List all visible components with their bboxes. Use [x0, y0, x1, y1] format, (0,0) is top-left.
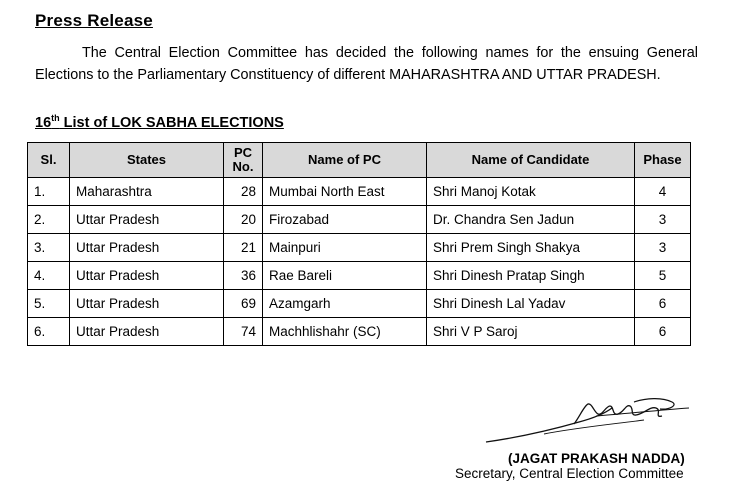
cell-candidate: Shri Prem Singh Shakya — [427, 234, 635, 262]
list-heading — [35, 115, 284, 131]
press-release-title: Press Release — [35, 11, 153, 30]
cell-pc-name: Firozabad — [263, 206, 427, 234]
header-candidate: Name of Candidate — [427, 143, 635, 178]
cell-phase: 6 — [635, 318, 691, 346]
cell-state: Maharashtra — [70, 178, 224, 206]
header-phase: Phase — [635, 143, 691, 178]
table-row — [28, 234, 691, 262]
table-row — [28, 178, 691, 206]
header-states: States — [70, 143, 224, 178]
header-pc-no-line2: No. — [232, 159, 254, 174]
cell-pc-no: 20 — [224, 206, 263, 234]
cell-phase: 5 — [635, 262, 691, 290]
cell-candidate: Dr. Chandra Sen Jadun — [427, 206, 635, 234]
table-row — [28, 262, 691, 290]
candidates-table — [27, 142, 691, 346]
header-pc-no-line1: PC — [233, 145, 253, 160]
list-heading-text: List of LOK SABHA ELECTIONS — [59, 115, 284, 131]
table-row — [28, 206, 691, 234]
cell-pc-no: 21 — [224, 234, 263, 262]
cell-pc-no: 69 — [224, 290, 263, 318]
cell-sl: 6. — [28, 318, 70, 346]
cell-candidate: Shri Dinesh Pratap Singh — [427, 262, 635, 290]
cell-phase: 6 — [635, 290, 691, 318]
cell-pc-no: 74 — [224, 318, 263, 346]
cell-state: Uttar Pradesh — [70, 290, 224, 318]
signature-image — [484, 394, 694, 449]
cell-pc-name: Rae Bareli — [263, 262, 427, 290]
table-header-row — [28, 143, 691, 178]
header-pc-no — [224, 143, 263, 178]
cell-pc-name: Azamgarh — [263, 290, 427, 318]
cell-sl: 4. — [28, 262, 70, 290]
cell-pc-no: 36 — [224, 262, 263, 290]
cell-state: Uttar Pradesh — [70, 206, 224, 234]
announcement-paragraph: The Central Election Committee has decided the following names for the ensuing General Elections to the Parliamentary Constituency of different MAHARASHTRA AND UTTAR PRADESH. — [35, 45, 698, 83]
cell-state: Uttar Pradesh — [70, 234, 224, 262]
list-number: 16 — [35, 115, 52, 131]
table-row — [28, 290, 691, 318]
cell-sl: 5. — [28, 290, 70, 318]
signatory-name: (JAGAT PRAKASH NADDA) — [508, 451, 685, 466]
cell-candidate: Shri Manoj Kotak — [427, 178, 635, 206]
cell-state: Uttar Pradesh — [70, 318, 224, 346]
cell-pc-name: Machhlishahr (SC) — [263, 318, 427, 346]
signatory-designation: Secretary, Central Election Committee — [455, 466, 684, 481]
cell-state: Uttar Pradesh — [70, 262, 224, 290]
header-sl: Sl. — [28, 143, 70, 178]
cell-pc-name: Mainpuri — [263, 234, 427, 262]
cell-pc-no: 28 — [224, 178, 263, 206]
cell-candidate: Shri Dinesh Lal Yadav — [427, 290, 635, 318]
list-number-suffix: th — [51, 113, 60, 123]
cell-sl: 3. — [28, 234, 70, 262]
cell-pc-name: Mumbai North East — [263, 178, 427, 206]
cell-phase: 3 — [635, 206, 691, 234]
header-name-of-pc: Name of PC — [263, 143, 427, 178]
cell-phase: 3 — [635, 234, 691, 262]
cell-sl: 1. — [28, 178, 70, 206]
cell-phase: 4 — [635, 178, 691, 206]
cell-sl: 2. — [28, 206, 70, 234]
cell-candidate: Shri V P Saroj — [427, 318, 635, 346]
table-row — [28, 318, 691, 346]
